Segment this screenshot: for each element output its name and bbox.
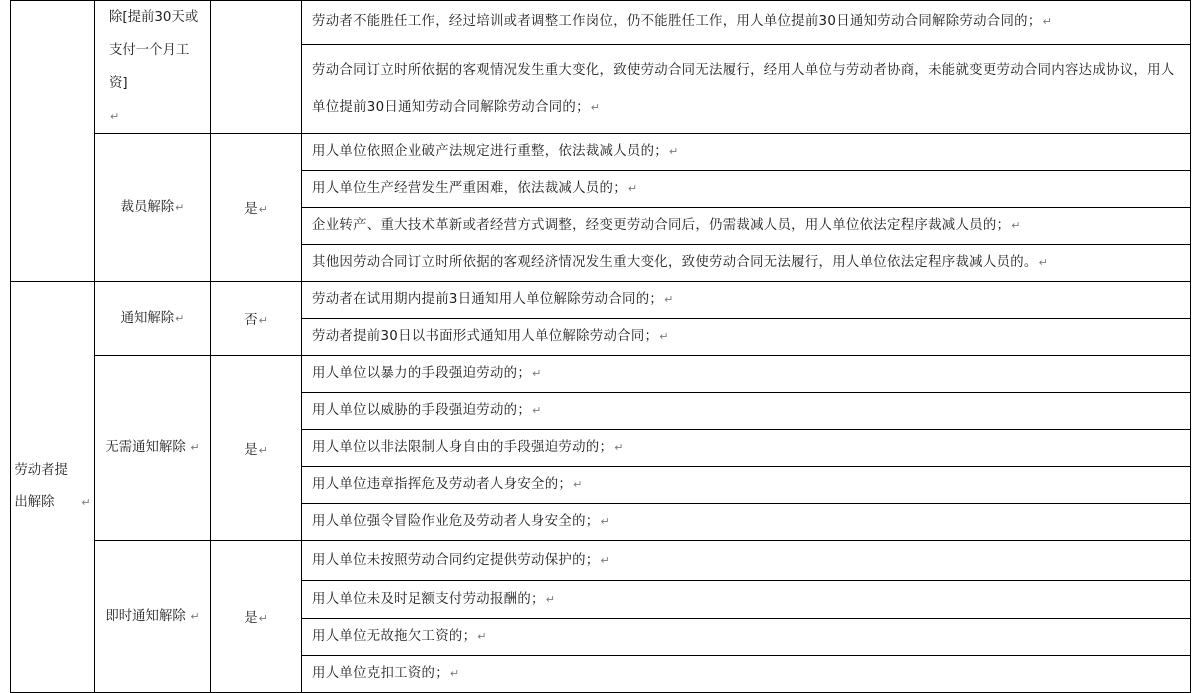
notice-cell: 是↵ <box>211 134 302 282</box>
reason-text: 用人单位依照企业破产法规定进行重整，依法裁减人员的； <box>312 144 668 159</box>
reason-cell: 劳动者提前30日以书面形式通知用人单位解除劳动合同；↵ <box>302 319 1191 356</box>
reason-cell: 用人单位未及时足额支付劳动报酬的；↵ <box>302 581 1191 619</box>
reason-text: 用人单位无故拖欠工资的； <box>312 629 477 644</box>
notice-cell: 否↵ <box>211 282 302 356</box>
reason-text: 用人单位生产经营发生严重困难，依法裁减人员的； <box>312 181 627 196</box>
group-label: 劳动者提出解除 <box>14 463 68 510</box>
notice-value: 是 <box>244 611 258 626</box>
group-cell-employer <box>11 1 95 282</box>
type-cell-immediate-notice: 即时通知解除 ↵ <box>95 541 211 693</box>
reason-cell: 用人单位以威胁的手段强迫劳动的；↵ <box>302 393 1191 430</box>
reason-cell: 用人单位以非法限制人身自由的手段强迫劳动的；↵ <box>302 430 1191 467</box>
reason-text: 用人单位以暴力的手段强迫劳动的； <box>312 366 532 381</box>
reason-text: 用人单位违章指挥危及劳动者人身安全的； <box>312 477 573 492</box>
reason-cell: 企业转产、重大技术革新或者经营方式调整，经变更劳动合同后，仍需裁减人员，用人单位依法定程序裁减人员的；↵ <box>302 208 1191 245</box>
notice-value: 是 <box>244 442 258 458</box>
notice-cell: 是↵ <box>211 356 302 541</box>
reason-text: 用人单位以威胁的手段强迫劳动的； <box>312 403 532 418</box>
reason-cell: 用人单位生产经营发生严重困难，依法裁减人员的；↵ <box>302 171 1191 208</box>
reason-text: 劳动者不能胜任工作，经过培训或者调整工作岗位，仍不能胜任工作，用人单位提前30日通知劳动合同解除劳动合同的； <box>312 14 1042 30</box>
type-cell-layoff: 裁员解除↵ <box>95 134 211 282</box>
reason-cell: 用人单位克扣工资的；↵ <box>302 656 1191 693</box>
reason-text: 企业转产、重大技术革新或者经营方式调整，经变更劳动合同后，仍需裁减人员，用人单位依法定程序裁减人员的； <box>312 218 1011 233</box>
type-label: 除[提前30天或支付一个月工资] <box>109 10 199 91</box>
notice-value: 否 <box>244 313 258 328</box>
type-label: 无需通知解除 <box>105 440 186 455</box>
reason-cell: 其他因劳动合同订立时所依据的客观经济情况发生重大变化，致使劳动合同无法履行，用人单位依法定程序裁减人员的。↵ <box>302 245 1191 282</box>
reason-text: 用人单位未及时足额支付劳动报酬的； <box>312 591 545 607</box>
reason-cell: 用人单位违章指挥危及劳动者人身安全的；↵ <box>302 467 1191 504</box>
reason-text: 劳动者在试用期内提前3日通知用人单位解除劳动合同的； <box>312 292 664 307</box>
type-cell-advance-notice: 除[提前30天或支付一个月工资]↵ <box>95 1 211 134</box>
reason-cell: 用人单位强令冒险作业危及劳动者人身安全的；↵ <box>302 504 1191 541</box>
reason-cell: 用人单位无故拖欠工资的；↵ <box>302 619 1191 656</box>
reason-cell: 劳动者在试用期内提前3日通知用人单位解除劳动合同的；↵ <box>302 282 1191 319</box>
type-label: 即时通知解除 <box>105 608 186 624</box>
reason-text: 用人单位强令冒险作业危及劳动者人身安全的； <box>312 514 600 529</box>
termination-table <box>10 0 1191 693</box>
type-cell-notice: 通知解除↵ <box>95 282 211 356</box>
reason-cell: 用人单位依照企业破产法规定进行重整，依法裁减人员的；↵ <box>302 134 1191 171</box>
reason-text: 劳动者提前30日以书面形式通知用人单位解除劳动合同； <box>312 329 659 344</box>
reason-cell: 劳动者不能胜任工作，经过培训或者调整工作岗位，仍不能胜任工作，用人单位提前30日通知劳动合同解除劳动合同的；↵ <box>302 1 1191 45</box>
reason-cell: 劳动合同订立时所依据的客观情况发生重大变化，致使劳动合同无法履行，经用人单位与劳动者协商，未能就变更劳动合同内容达成协议，用人单位提前30日通知劳动合同解除劳动合同的；↵ <box>302 44 1191 133</box>
reason-text: 用人单位未按照劳动合同约定提供劳动保护的； <box>312 552 600 568</box>
notice-cell-empty <box>211 1 302 134</box>
reason-text: 劳动合同订立时所依据的客观情况发生重大变化，致使劳动合同无法履行，经用人单位与劳动者协商，未能就变更劳动合同内容达成协议，用人单位提前30日通知劳动合同解除劳动合同的； <box>312 62 1175 115</box>
notice-value: 是 <box>244 202 258 217</box>
type-cell-no-notice: 无需通知解除 ↵ <box>95 356 211 541</box>
reason-text: 其他因劳动合同订立时所依据的客观经济情况发生重大变化，致使劳动合同无法履行，用人单位依法定程序裁减人员的。 <box>312 255 1038 270</box>
type-label: 通知解除 <box>120 310 175 326</box>
reason-cell: 用人单位未按照劳动合同约定提供劳动保护的；↵ <box>302 541 1191 581</box>
group-cell-employee: 劳动者提出解除 ↵ <box>11 282 95 693</box>
reason-text: 用人单位以非法限制人身自由的手段强迫劳动的； <box>312 440 614 455</box>
type-label: 裁员解除 <box>120 199 175 215</box>
reason-text: 用人单位克扣工资的； <box>312 666 449 681</box>
notice-cell: 是↵ <box>211 541 302 693</box>
reason-cell: 用人单位以暴力的手段强迫劳动的；↵ <box>302 356 1191 393</box>
